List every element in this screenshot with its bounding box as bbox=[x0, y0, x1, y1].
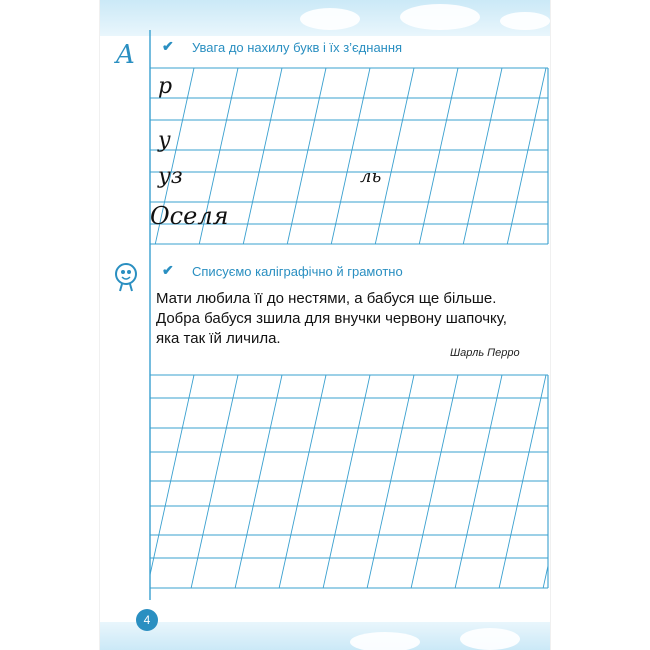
ruling-line bbox=[543, 566, 548, 588]
cursive-row-3-right: ль bbox=[360, 166, 382, 187]
copy-line-3: яка так їй личила. bbox=[156, 330, 281, 347]
corner-letter: A bbox=[116, 40, 135, 70]
ruling-line bbox=[287, 68, 326, 244]
cursive-row-2: у bbox=[158, 128, 171, 153]
ruling-line bbox=[331, 68, 370, 244]
copy-line-2: Добра бабуся зшила для внучки червону шапочку, bbox=[156, 310, 507, 327]
copy-text bbox=[156, 289, 536, 349]
section1-title: Увага до нахилу букв і їх з’єднання bbox=[192, 40, 403, 55]
section2-title: Списуємо каліграфічно й грамотно bbox=[192, 264, 403, 279]
cursive-row-3: уз bbox=[158, 164, 183, 189]
checkmark-icon: ✔ bbox=[162, 38, 174, 54]
ruling-line bbox=[463, 68, 502, 244]
ruling-line bbox=[150, 375, 194, 575]
copy-line-1: Мати любила її до нестями, а бабуся ще більше. bbox=[156, 290, 497, 307]
ruling-line bbox=[375, 68, 414, 244]
cursive-row-1: р bbox=[158, 74, 173, 99]
ruling-line bbox=[243, 68, 282, 244]
author-name: Шарль Перро bbox=[450, 347, 520, 359]
checkmark-icon: ✔ bbox=[162, 262, 174, 278]
ruling-line bbox=[507, 68, 546, 244]
cursive-row-4: Оселя bbox=[150, 202, 229, 230]
page-number: 4 bbox=[136, 609, 158, 631]
mascot-icon bbox=[113, 262, 139, 292]
ruling-line bbox=[419, 68, 458, 244]
